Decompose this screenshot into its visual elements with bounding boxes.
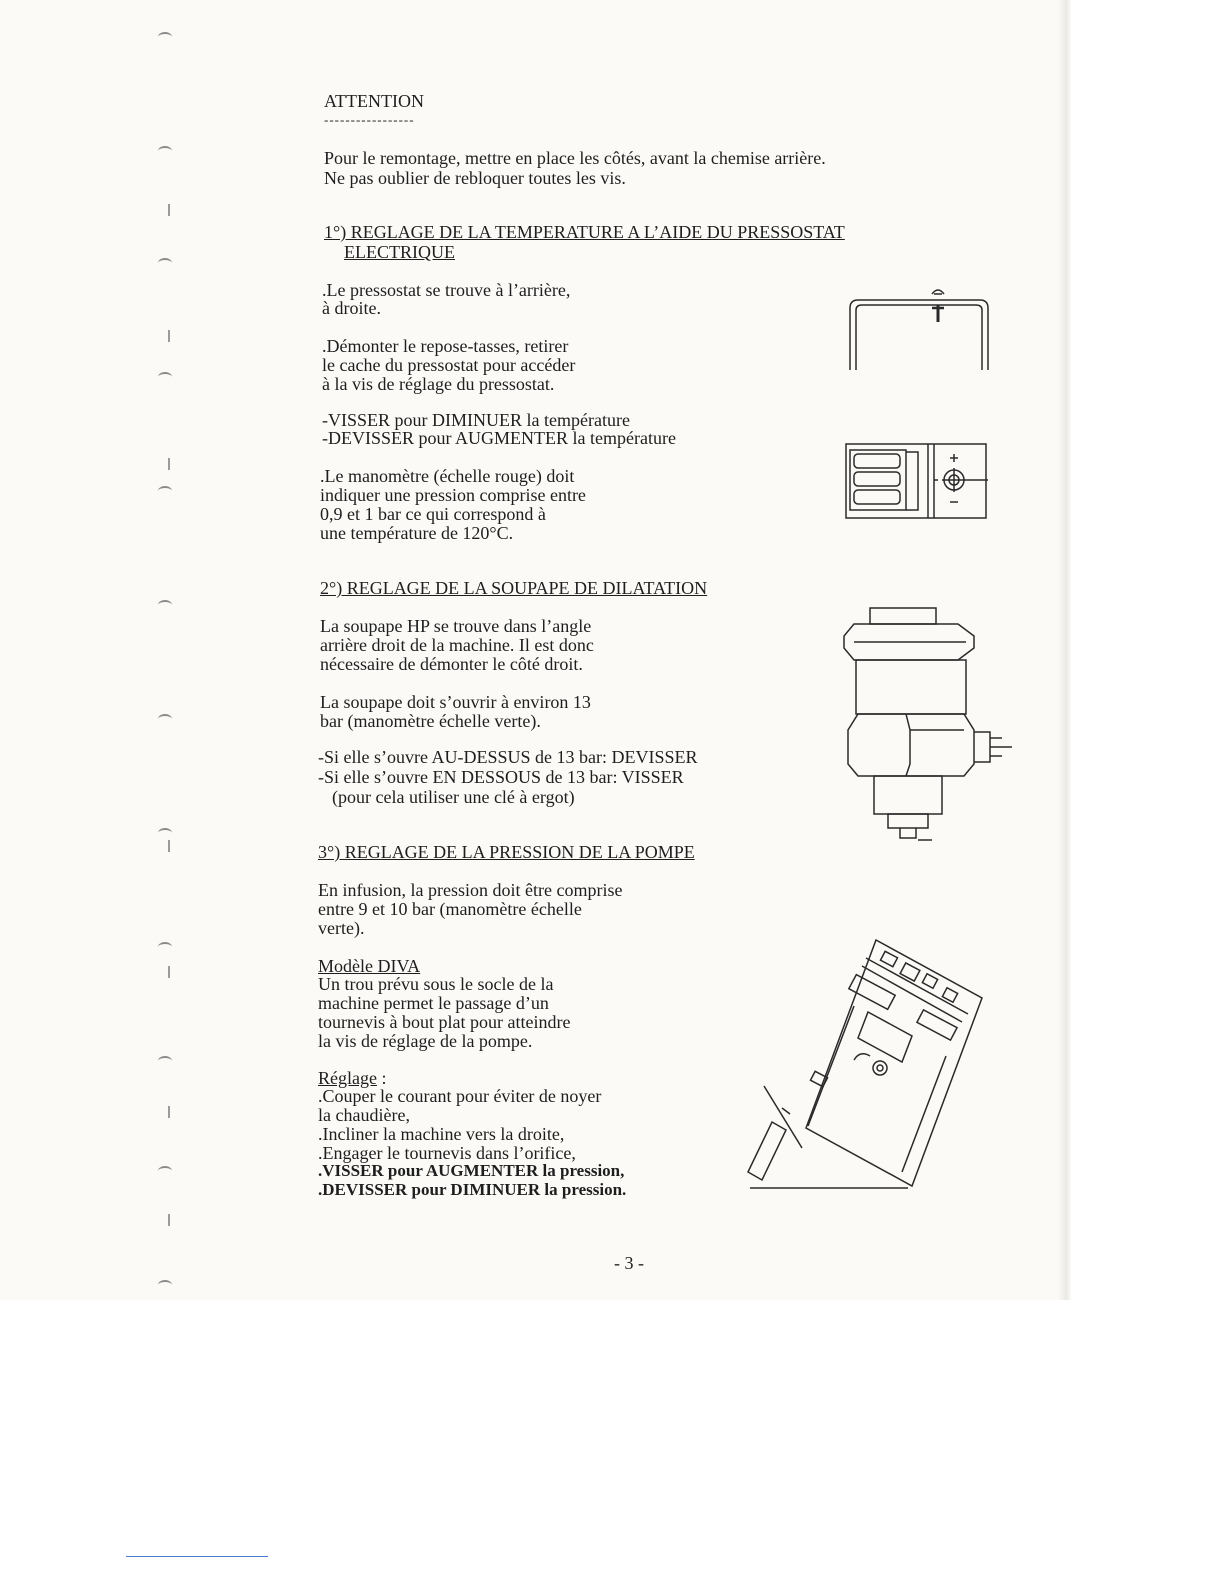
binder-tick-mark (168, 840, 170, 852)
binder-tick-mark (168, 330, 170, 342)
section2-instruction: (pour cela utiliser une clé à ergot) (332, 787, 575, 807)
section1-text: .Le manomètre (échelle rouge) doit (320, 466, 575, 486)
intro-line: Pour le remontage, mettre en place les côtés, avant la chemise arrière. (324, 148, 826, 168)
section1-heading-continued: ELECTRIQUE (344, 242, 455, 262)
section3-heading: 3°) REGLAGE DE LA PRESSION DE LA POMPE (318, 842, 695, 862)
binder-hole-mark (158, 32, 172, 42)
page-number: - 3 - (614, 1253, 644, 1273)
binder-hole-mark (158, 1166, 172, 1176)
section1-text: .Le pressostat se trouve à l’arrière, (322, 280, 571, 300)
reglage-step: .Engager le tournevis dans l’orifice, (318, 1143, 576, 1163)
binder-tick-mark (168, 966, 170, 978)
binder-tick-mark (168, 458, 170, 470)
section2-text: La soupape doit s’ouvrir à environ 13 (320, 692, 591, 712)
attention-title: ATTENTION (324, 91, 424, 111)
model-text: la vis de réglage de la pompe. (318, 1031, 533, 1051)
model-title: Modèle DIVA (318, 956, 421, 976)
section3-text: entre 9 et 10 bar (manomètre échelle (318, 899, 582, 919)
reglage-step: la chaudière, (318, 1105, 410, 1125)
binder-hole-mark (158, 1056, 172, 1066)
binder-hole-mark (158, 486, 172, 496)
binder-hole-mark (158, 600, 172, 610)
page-edge-shadow (1058, 0, 1072, 1300)
section2-instruction: -Si elle s’ouvre EN DESSOUS de 13 bar: VISSER (318, 767, 684, 787)
binder-tick-mark (168, 204, 170, 216)
section2-text: arrière droit de la machine. Il est donc (320, 635, 594, 655)
reglage-visser-step: .VISSER pour AUGMENTER la pression, (318, 1161, 625, 1180)
section1-instruction: -DEVISSER pour AUGMENTER la température (322, 428, 676, 448)
section3-text: En infusion, la pression doit être comprise (318, 880, 623, 900)
model-text: Un trou prévu sous le socle de la (318, 974, 554, 994)
attention-rule: ----------------- (324, 112, 415, 127)
binder-hole-mark (158, 258, 172, 268)
section2-text: bar (manomètre échelle verte). (320, 711, 541, 731)
binder-tick-mark (168, 1106, 170, 1118)
section1-instruction: -VISSER pour DIMINUER la température (322, 410, 630, 430)
binder-tick-mark (168, 1214, 170, 1226)
section1-text: à la vis de réglage du pressostat. (322, 374, 555, 394)
section2-text: nécessaire de démonter le côté droit. (320, 654, 583, 674)
model-text: machine permet le passage d’un (318, 993, 549, 1013)
binder-hole-mark (158, 1280, 172, 1290)
reglage-title: Réglage (318, 1068, 377, 1088)
reglage-step: .Couper le courant pour éviter de noyer (318, 1086, 602, 1106)
section2-text: La soupape HP se trouve dans l’angle (320, 616, 592, 636)
pressostat-cover-drawing (838, 284, 998, 374)
binder-hole-mark (158, 828, 172, 838)
tilted-machine-drawing (742, 936, 988, 1192)
section1-text: à droite. (322, 298, 381, 318)
section1-text: 0,9 et 1 bar ce qui correspond à (320, 504, 546, 524)
section1-heading: 1°) REGLAGE DE LA TEMPERATURE A L’AIDE DU PRESSOSTAT (324, 222, 845, 242)
binder-hole-mark (158, 714, 172, 724)
section1-text: une température de 120°C. (320, 523, 514, 543)
expansion-valve-drawing (840, 604, 1016, 850)
binder-hole-mark (158, 942, 172, 952)
bottom-margin-line (126, 1556, 268, 1557)
intro-line: Ne pas oublier de rebloquer toutes les vis. (324, 168, 626, 188)
reglage-colon: : (376, 1068, 387, 1088)
section3-text: verte). (318, 918, 365, 938)
binder-hole-mark (158, 372, 172, 382)
section2-instruction: -Si elle s’ouvre AU-DESSUS de 13 bar: DEVISSER (318, 747, 698, 767)
pressostat-adjust-drawing (842, 438, 992, 524)
binder-hole-mark (158, 146, 172, 156)
reglage-heading (318, 1068, 387, 1088)
model-text: tournevis à bout plat pour atteindre (318, 1012, 571, 1032)
reglage-devisser-step: .DEVISSER pour DIMINUER la pression. (318, 1180, 627, 1199)
reglage-step: .Incliner la machine vers la droite, (318, 1124, 565, 1144)
section2-heading: 2°) REGLAGE DE LA SOUPAPE DE DILATATION (320, 578, 708, 598)
section1-text: le cache du pressostat pour accéder (322, 355, 576, 375)
section1-text: indiquer une pression comprise entre (320, 485, 586, 505)
section1-text: .Démonter le repose-tasses, retirer (322, 336, 569, 356)
